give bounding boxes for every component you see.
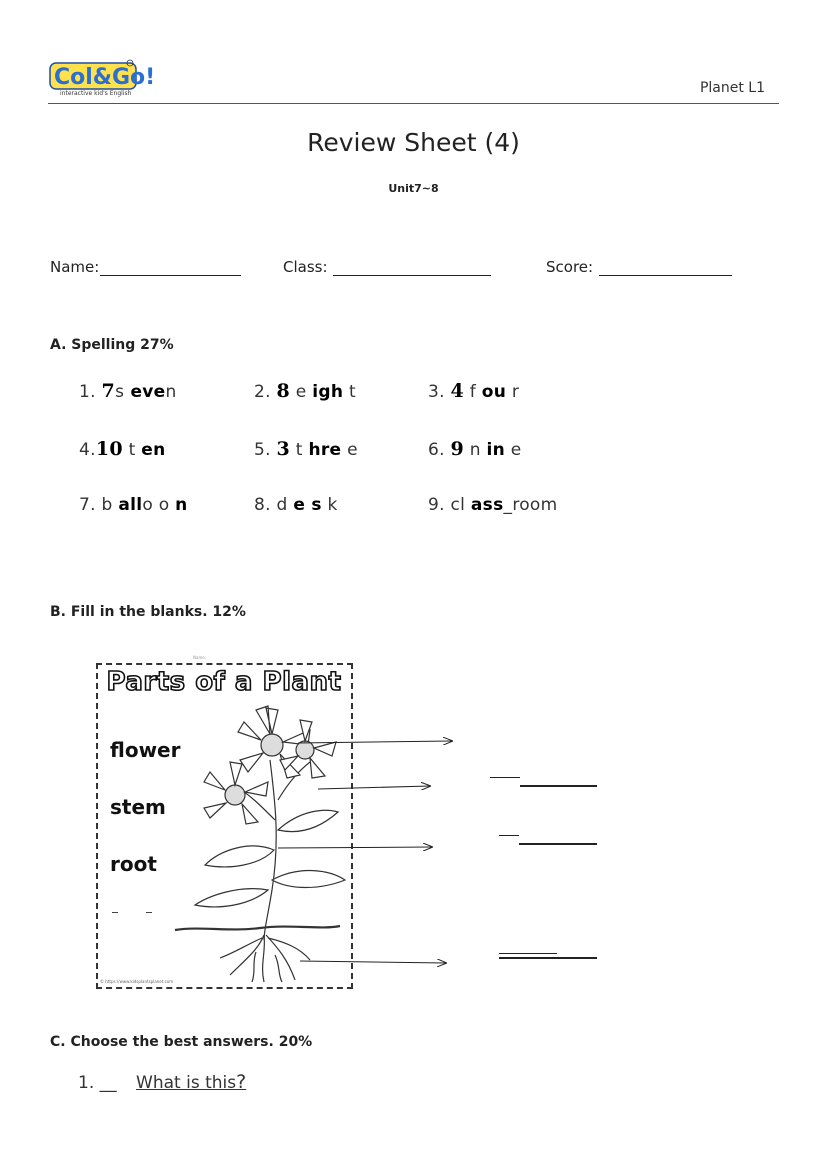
filled-letters[interactable]: en — [141, 440, 166, 460]
score-label: Score: — [546, 258, 594, 276]
answer-blank-prefix — [499, 835, 519, 836]
given-letters: b — [101, 495, 119, 515]
word-stem: stem — [110, 795, 166, 819]
word-flower: flower — [110, 738, 181, 762]
numeral-hint: 10 — [95, 438, 123, 460]
item-number: 4. — [79, 440, 96, 460]
item-number: 3. — [428, 382, 451, 402]
poster-title: Parts of a Plant — [106, 667, 342, 697]
filled-letters[interactable]: ass — [470, 495, 504, 515]
filled-letters[interactable]: igh — [312, 382, 344, 402]
given-letters: s — [115, 382, 125, 402]
numeral-hint: 8 — [276, 380, 291, 402]
given-letters: o o — [142, 495, 176, 515]
given-letters: e — [290, 382, 313, 402]
given-letters: r — [506, 382, 520, 402]
item-number: 5. — [254, 440, 277, 460]
filled-letters[interactable]: e s — [293, 495, 322, 515]
question-mark: ? — [236, 1071, 247, 1093]
given-letters: cl — [450, 495, 471, 515]
answer-blank-3[interactable] — [519, 843, 597, 845]
given-letters: n — [464, 440, 487, 460]
given-letters: n — [165, 382, 177, 402]
numeral-hint: 9 — [450, 438, 465, 460]
answer-blank-prefix — [499, 953, 557, 954]
item-number: 8. — [254, 495, 277, 515]
section-a-heading: A. Spelling 27% — [50, 337, 174, 353]
class-label: Class: — [283, 258, 328, 276]
numeral-hint: 7 — [101, 380, 116, 402]
answer-blank-2[interactable] — [520, 785, 597, 787]
page-title: Review Sheet (4) — [307, 128, 520, 157]
item-number: 6. — [428, 440, 451, 460]
poster-small-note: Name: — [193, 655, 207, 660]
filled-letters[interactable]: hre — [308, 440, 342, 460]
logo-subtitle: interactive kid's English — [60, 90, 132, 97]
item-number: 1. — [79, 382, 102, 402]
item-number: 2. — [254, 382, 277, 402]
filled-letters[interactable]: in — [486, 440, 506, 460]
section-b-heading: B. Fill in the blanks. 12% — [50, 604, 246, 620]
filled-letters[interactable]: eve — [124, 382, 166, 402]
section-c-heading: C. Choose the best answers. 20% — [50, 1034, 313, 1050]
word-root: root — [110, 852, 157, 876]
item-number: 7. — [79, 495, 102, 515]
answer-blank-prefix — [490, 777, 520, 778]
filled-letters[interactable]: ou — [481, 382, 507, 402]
given-letters: t — [290, 440, 309, 460]
given-letters: d — [276, 495, 294, 515]
logo-text: Col&Go! — [54, 65, 156, 90]
item-number: 9. — [428, 495, 451, 515]
filled-letters[interactable]: n — [175, 495, 188, 515]
answer-blank-4[interactable] — [499, 957, 597, 959]
name-label: Name: — [50, 258, 100, 276]
given-letters: _room — [503, 495, 558, 515]
poster-credit: © https://www.kidsplantsplanet.com — [100, 979, 174, 984]
given-letters: e — [341, 440, 358, 460]
numeral-hint: 3 — [276, 438, 291, 460]
numeral-hint: 4 — [450, 380, 465, 402]
given-letters: k — [321, 495, 338, 515]
given-letters: t — [122, 440, 142, 460]
question-text: What is this — [136, 1073, 237, 1093]
given-letters: f — [464, 382, 482, 402]
given-letters: e — [505, 440, 522, 460]
filled-letters[interactable]: all — [118, 495, 143, 515]
question-number[interactable]: 1. __ — [78, 1073, 117, 1093]
level-label: Planet L1 — [699, 80, 765, 96]
unit-label: Unit7~8 — [388, 182, 439, 195]
given-letters: t — [343, 382, 356, 402]
question-1 — [78, 1071, 246, 1093]
